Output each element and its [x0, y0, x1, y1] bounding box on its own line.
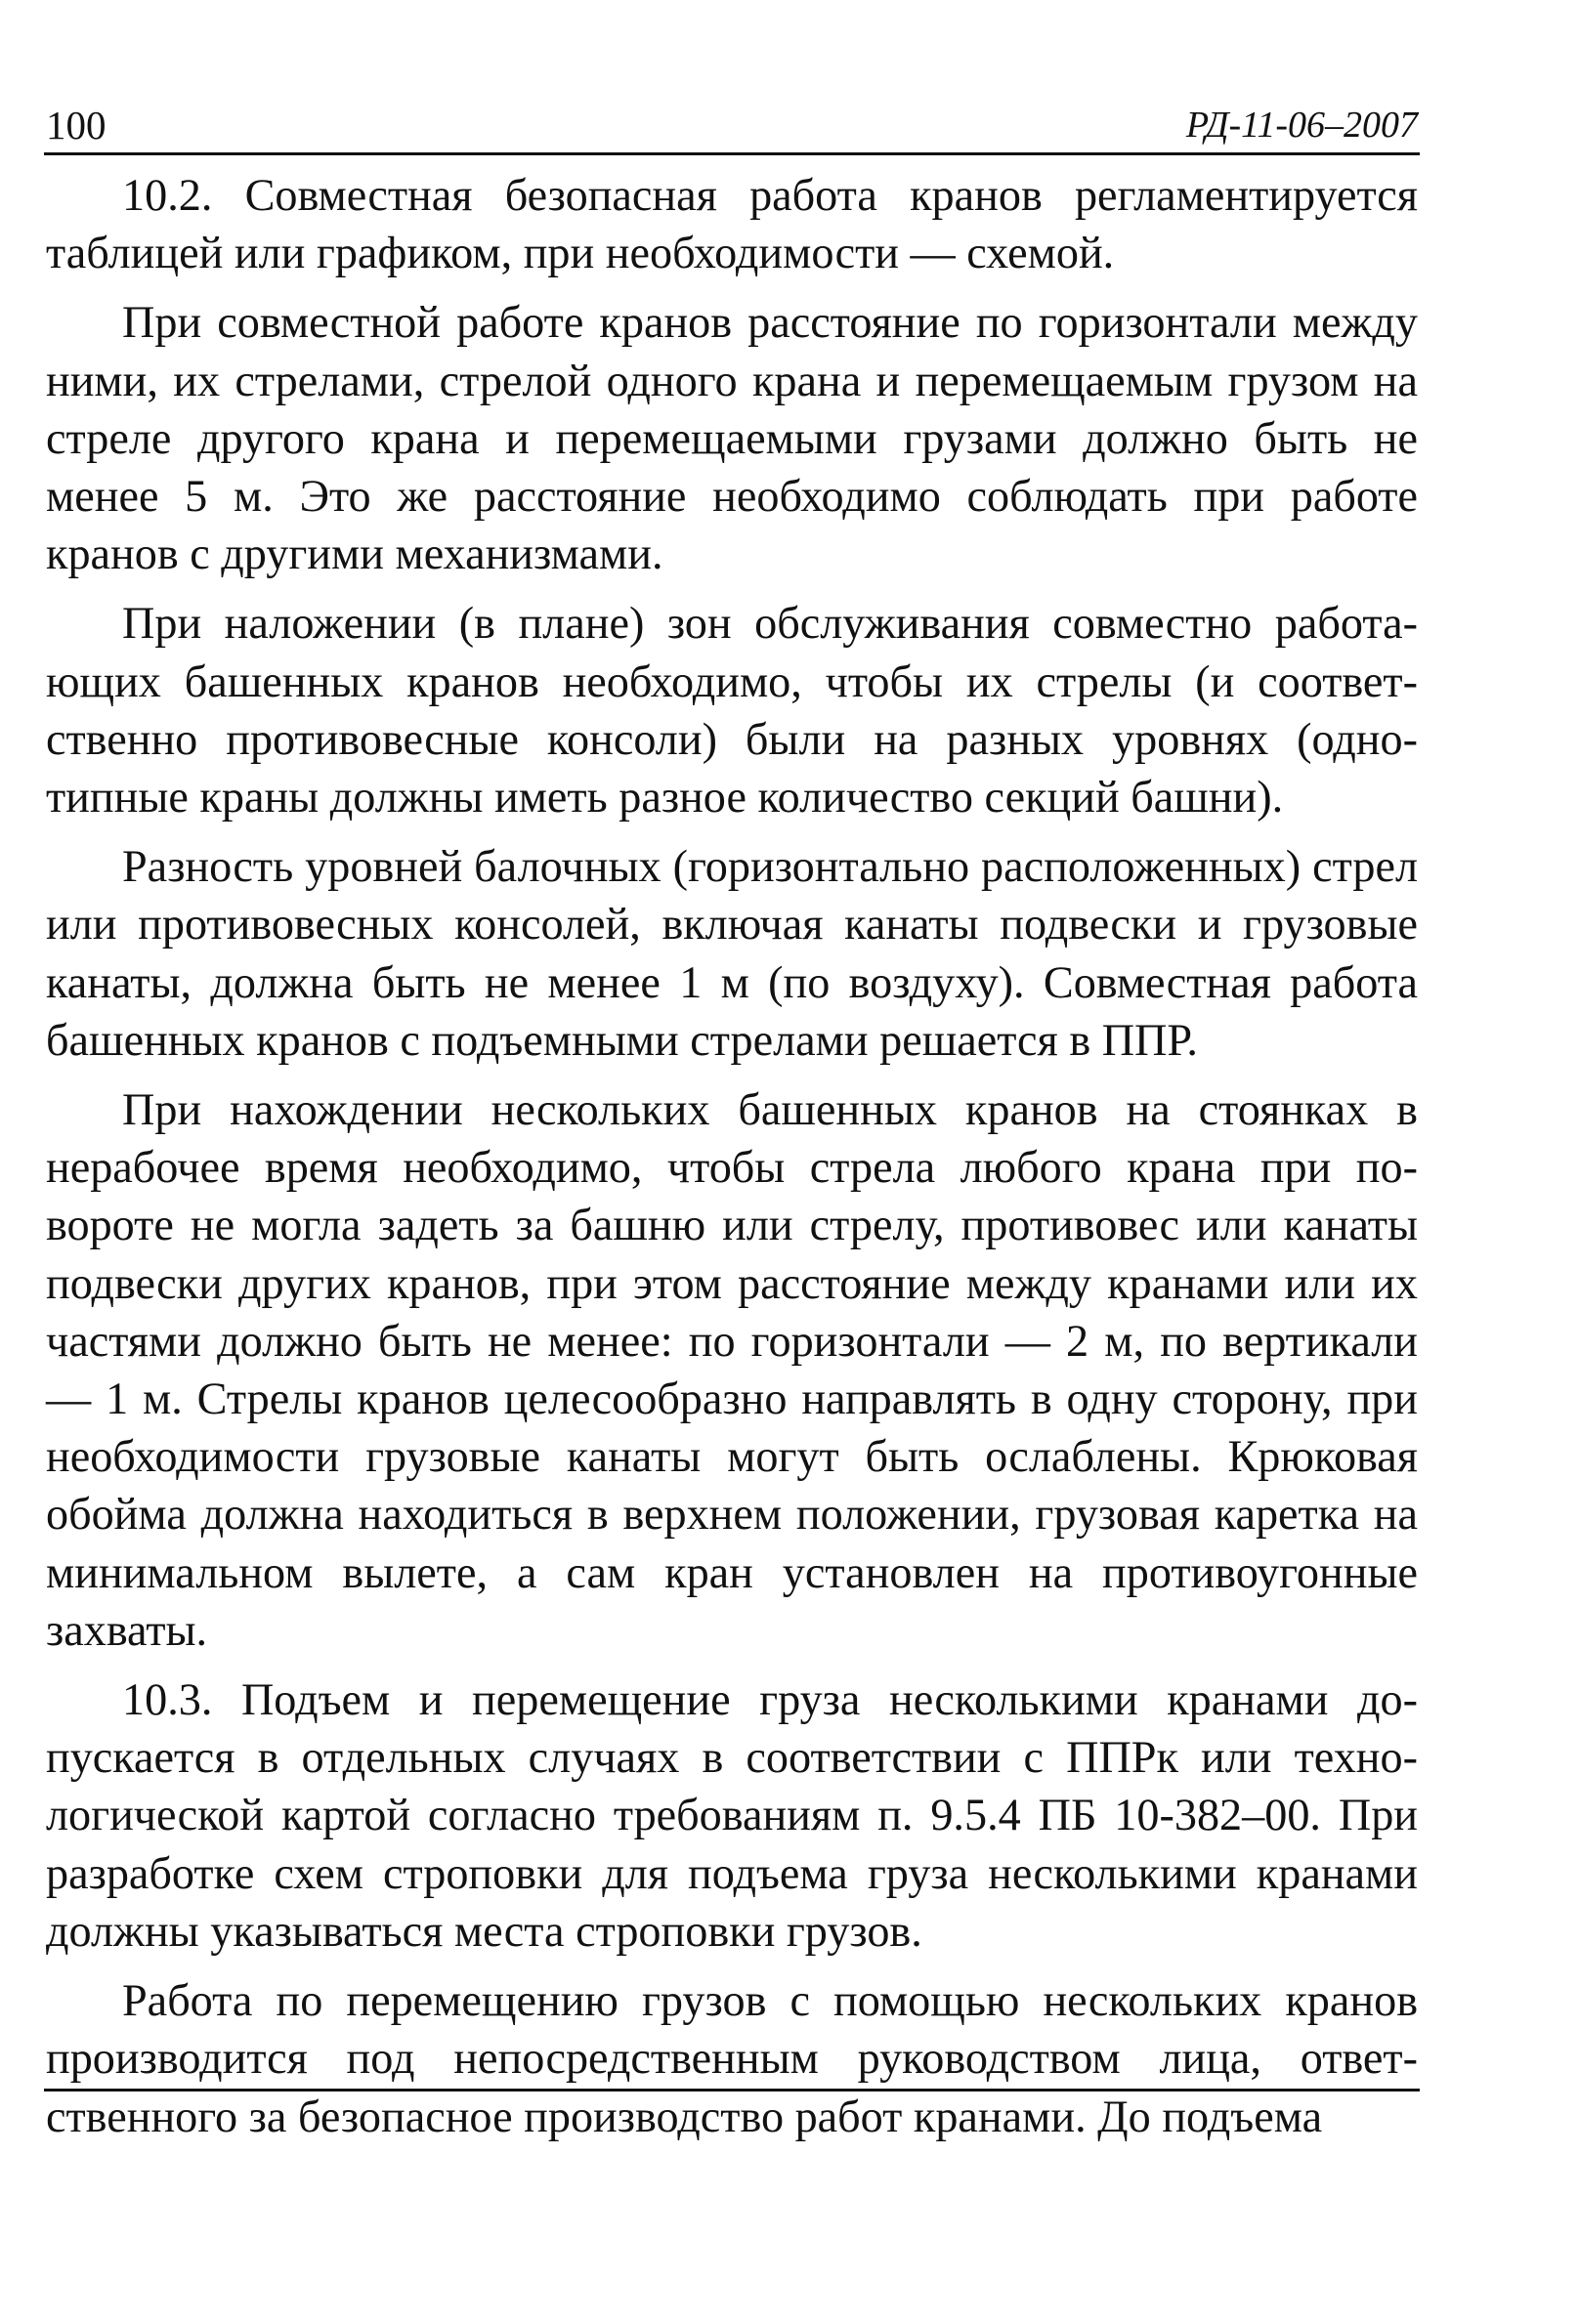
footer-divider [44, 2089, 1420, 2092]
paragraph-horizontal-distance: При совместной работе кранов расстояние по горизонтали между ними, их стрелами, стрелой одного крана и перемещаемым грузом на стреле другого крана и перемещаемыми грузами должно быть не менее 5 м. Это же расстояние необходимо соблюдать при работе кранов с другими механизмами. [46, 297, 1418, 579]
paragraph-10-2: 10.2. Совместная безопасная работа кранов регламентируется таблицей или графиком, при необходимости — схемой. [46, 170, 1418, 278]
paragraph-level-difference: Разность уровней балочных (горизонтально расположенных) стрел или противовесных консолей, включая канаты подвески и грузовые канаты, должна быть не менее 1 м (по воздуху). Совместная работа башенных кранов с подъемными стрелами решается в ППР. [46, 841, 1418, 1065]
paragraph-supervision: Работа по перемещению грузов с помощью нескольких кранов производится под непосредственным руководством лица, ответственного за безопасное производство работ кранами. До подъема [46, 1975, 1418, 2141]
document-code: РД-11-06–2007 [1185, 105, 1418, 146]
page-body [46, 166, 1418, 2145]
page-header [44, 96, 1420, 155]
paragraph-parking-cranes: При нахождении нескольких башенных кранов на стоянках в нерабочее время необходимо, чтобы стрела любого крана при повороте не могла задеть за башню или стрелу, противовес или канаты подвески других кранов, при этом расстояние между кранами или их частями должно быть не менее: по горизонтали — 2 м, по вертикали — 1 м. Стрелы кранов целесообразно направлять в одну сторону, при необходимости грузовые канаты могут быть ослаблены. Крюковая обойма должна находиться в верхнем положении, грузовая каретка на минимальном вылете, а сам кран установлен на противоугонные захваты. [46, 1084, 1418, 1655]
page-number: 100 [46, 103, 107, 148]
paragraph-10-3: 10.3. Подъем и перемещение груза несколькими кранами допускается в отдельных случаях в соответствии с ППРк или технологической картой согласно требованиям п. 9.5.4 ПБ 10-382–00. При разработке схем строповки для подъема груза несколькими кранами должны указываться места строповки грузов. [46, 1674, 1418, 1956]
paragraph-overlapping-zones: При наложении (в плане) зон обслуживания совместно работающих башенных кранов необходимо, чтобы их стрелы (и соответственно противовесные консоли) были на разных уровнях (однотипные краны должны иметь разное количество секций башни). [46, 598, 1418, 823]
